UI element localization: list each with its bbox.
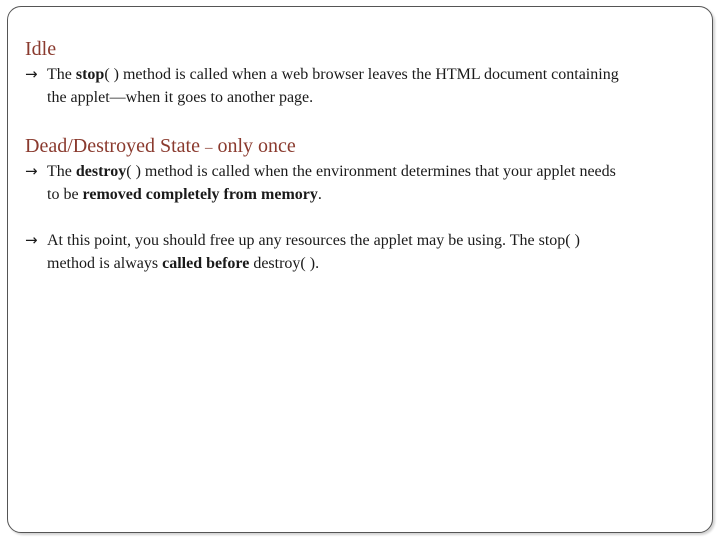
emphasis-removed: removed completely from memory	[82, 186, 318, 203]
text-run: the applet—when it goes to another page.	[47, 89, 314, 106]
arrow-right-icon: →	[25, 231, 38, 249]
arrow-right-icon: →	[25, 65, 38, 83]
text-run: to be	[47, 186, 83, 203]
text-run: At this point, you should free up any resources the applet may be using. The stop( )	[47, 232, 580, 249]
text-run: method is always	[47, 255, 163, 272]
heading-destroyed-tail: only once	[212, 135, 296, 157]
heading-destroyed-dash: –	[204, 140, 213, 156]
text-run: The	[47, 163, 76, 180]
emphasis-called-before: called before	[162, 255, 250, 272]
text-run: ( ) method is called when a web browser leaves the HTML document containing	[104, 66, 619, 83]
text-run: ( ) method is called when the environment determines that your applet needs	[126, 163, 616, 180]
method-destroy: destroy	[75, 163, 127, 180]
resources-line-1	[25, 229, 700, 252]
heading-destroyed	[25, 134, 296, 160]
destroy-line-2	[25, 183, 700, 206]
text-run: destroy( ).	[249, 255, 320, 272]
resources-line-2	[25, 252, 700, 275]
text-run: .	[317, 186, 322, 203]
heading-destroyed-main: Dead/Destroyed State	[25, 135, 205, 157]
arrow-right-icon: →	[25, 162, 38, 180]
destroy-line-1	[25, 160, 700, 183]
method-stop: stop	[75, 66, 105, 83]
text-run: The	[47, 66, 76, 83]
resources-paragraph	[25, 229, 700, 275]
idle-line-1	[25, 63, 700, 86]
heading-idle: Idle	[25, 38, 57, 60]
destroy-paragraph	[25, 160, 700, 206]
idle-line-2	[25, 86, 700, 109]
idle-paragraph	[25, 63, 700, 109]
